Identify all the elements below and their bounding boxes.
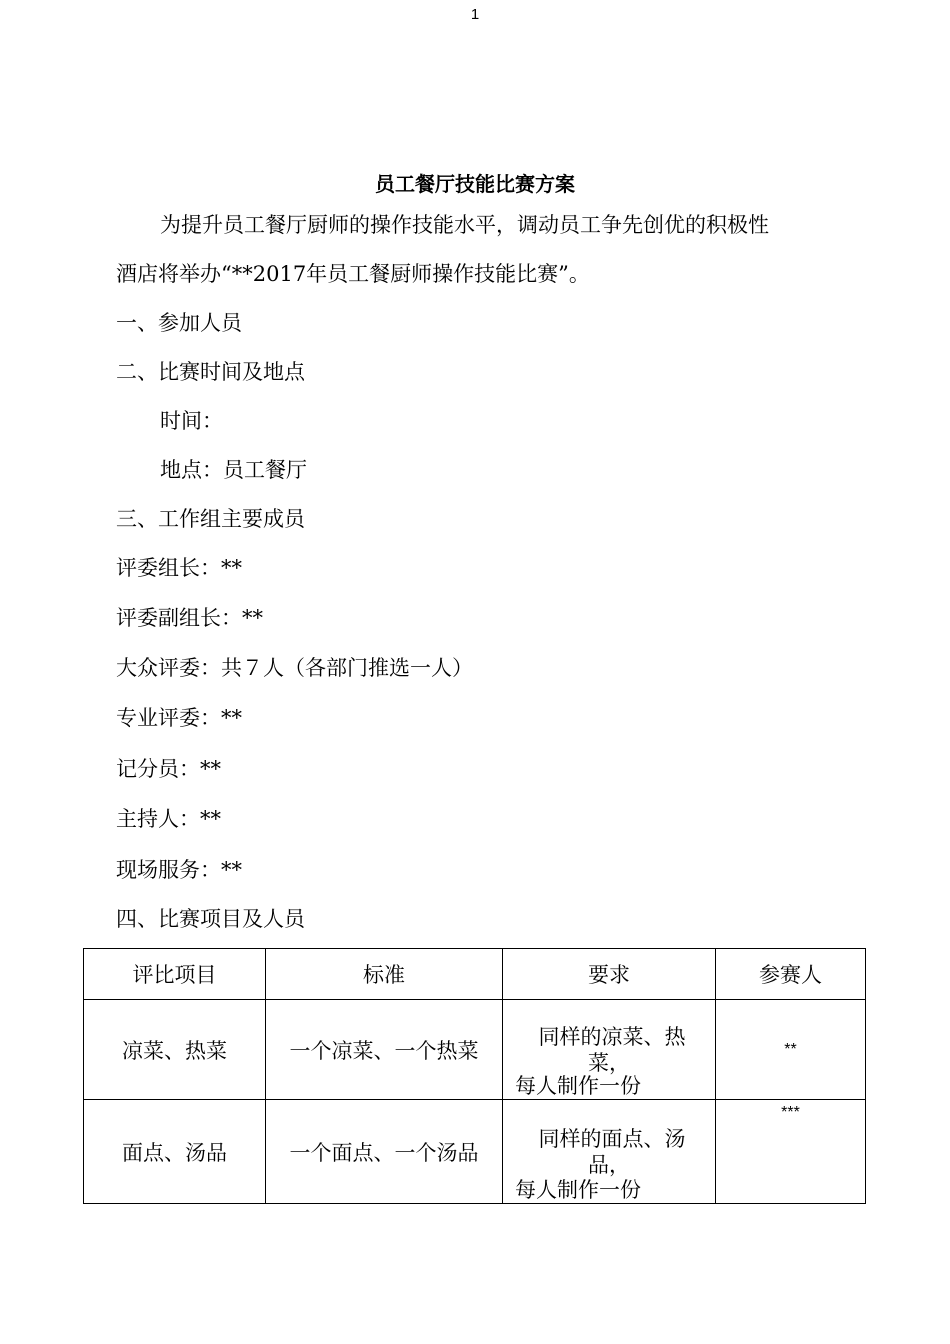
requirement-line-2: 品，	[588, 1152, 630, 1177]
section-heading-time-place: 二、比赛时间及地点	[116, 360, 305, 384]
header-participant: 参赛人	[716, 949, 866, 1000]
table-row	[84, 1000, 866, 1100]
judge-vice-leader-line: 评委副组长：**	[116, 606, 263, 630]
section-heading-items: 四、比赛项目及人员	[116, 907, 305, 931]
public-judges-line: 大众评委：共７人（各部门推选一人）	[116, 656, 473, 680]
judge-leader-line: 评委组长：**	[116, 556, 242, 580]
header-standard: 标准	[266, 949, 503, 1000]
requirement-line-3: 每人制作一份	[515, 1074, 641, 1098]
cell-item: 凉菜、热菜	[84, 1000, 266, 1100]
requirement-line-2: 菜，	[588, 1050, 630, 1075]
cell-standard: 一个面点、一个汤品	[266, 1100, 503, 1204]
competition-table	[83, 948, 866, 1204]
section-heading-participants: 一、参加人员	[116, 311, 242, 335]
cell-item: 面点、汤品	[84, 1100, 266, 1204]
cell-requirement	[503, 1000, 716, 1100]
time-line: 时间：	[160, 409, 223, 433]
requirement-line-1: 同样的面点、汤	[538, 1126, 686, 1151]
intro-paragraph-line-2: 酒店将举办“**2017年员工餐厨师操作技能比赛”。	[116, 262, 590, 286]
header-requirement: 要求	[503, 949, 716, 1000]
requirement-line-1: 同样的凉菜、热	[538, 1024, 686, 1049]
header-item: 评比项目	[84, 949, 266, 1000]
cell-participant: ***	[716, 1100, 866, 1204]
section-heading-team: 三、工作组主要成员	[116, 507, 305, 531]
intro-paragraph-line-1: 为提升员工餐厅厨师的操作技能水平，调动员工争先创优的积极性	[160, 213, 769, 237]
table-header-row	[84, 949, 866, 1000]
table-row	[84, 1100, 866, 1204]
scorer-line: 记分员：**	[116, 757, 221, 781]
cell-standard: 一个凉菜、一个热菜	[266, 1000, 503, 1100]
place-line: 地点：员工餐厅	[160, 458, 307, 482]
requirement-line-3: 每人制作一份	[515, 1178, 641, 1202]
cell-participant: **	[716, 1000, 866, 1100]
host-line: 主持人：**	[116, 807, 221, 831]
cell-requirement	[503, 1100, 716, 1204]
page-number: 1	[470, 6, 480, 23]
document-title: 员工餐厅技能比赛方案	[375, 172, 575, 196]
service-line: 现场服务：**	[116, 858, 242, 882]
professional-judges-line: 专业评委：**	[116, 706, 242, 730]
